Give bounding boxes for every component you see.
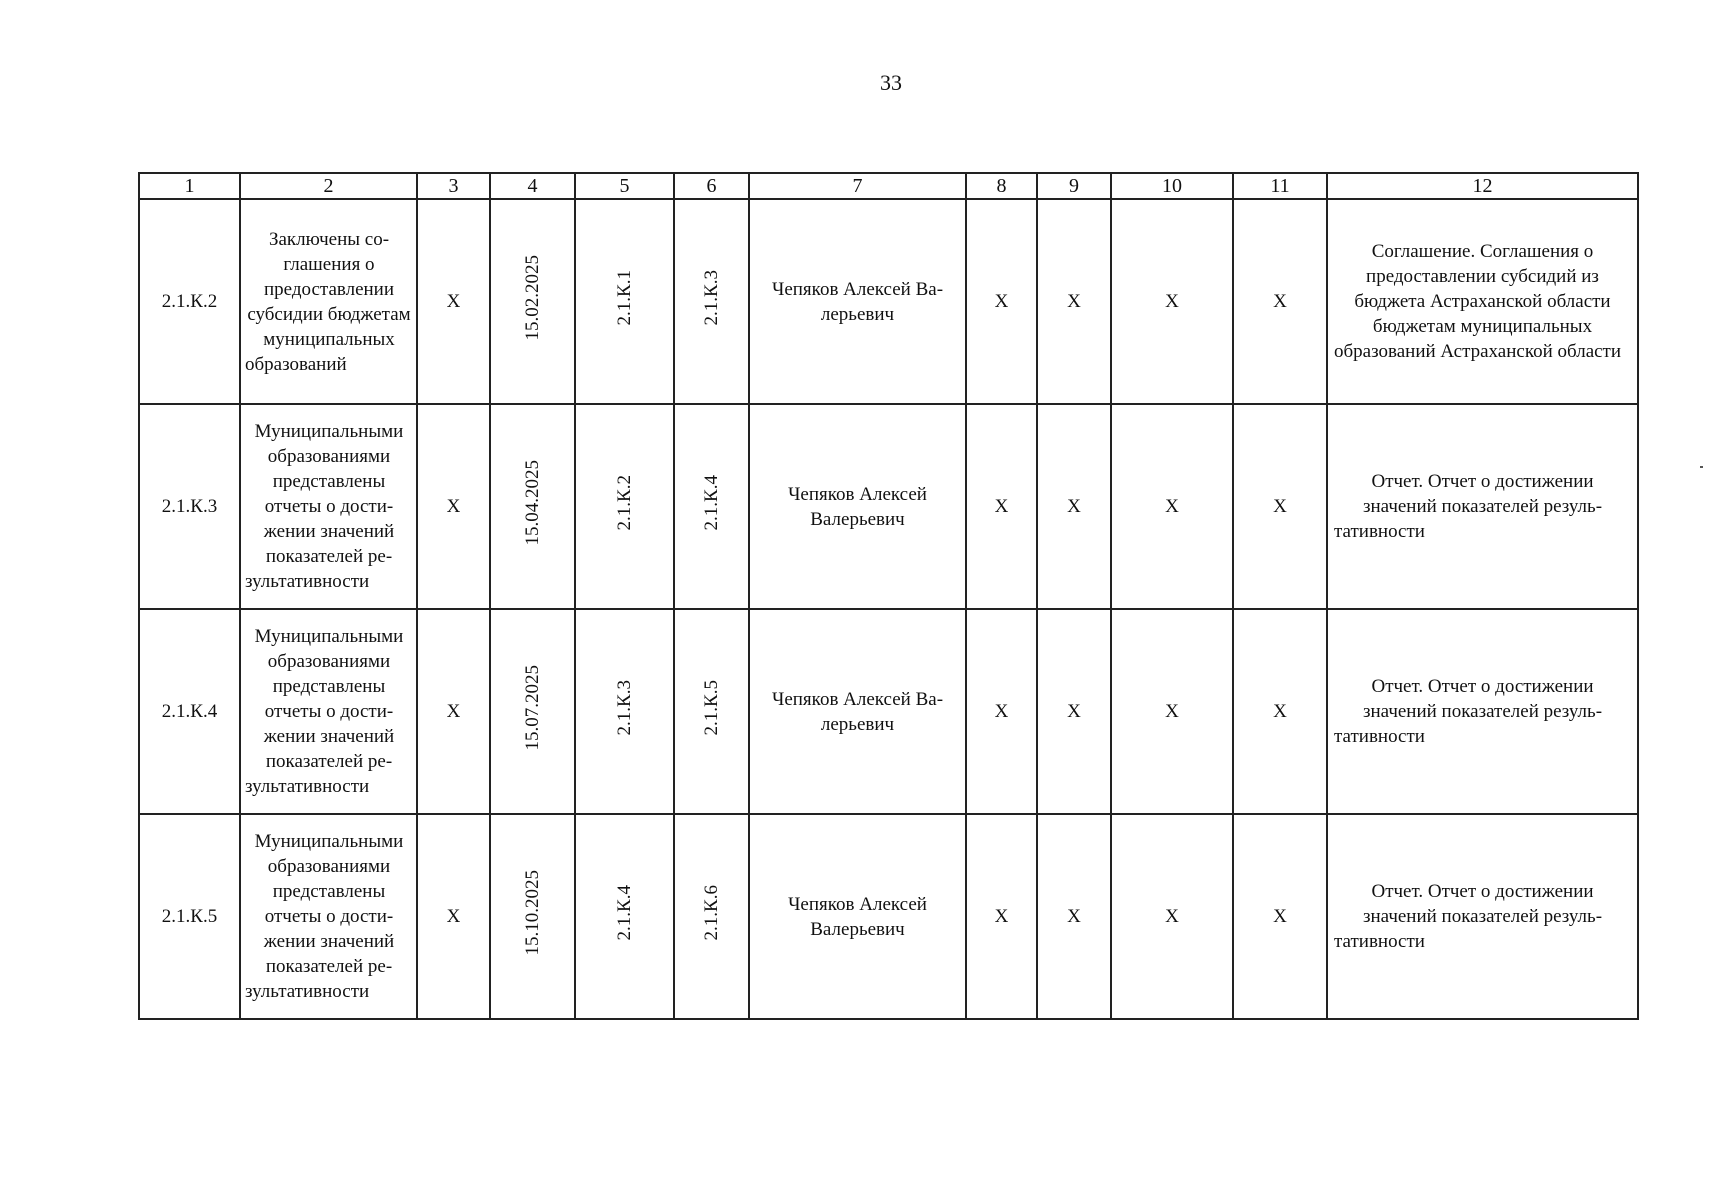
document-description: Отчет. Отчет о достижении значений показателей результативности [1327, 814, 1638, 1019]
responsible-person: Чепяков Алексей Валерьевич [749, 609, 966, 814]
scan-speck [1700, 466, 1703, 468]
next-point-text: 2.1.К.4 [701, 475, 722, 531]
mark-cell: X [1233, 404, 1327, 609]
mark-cell: X [417, 404, 490, 609]
date-text: 15.02.2025 [522, 255, 543, 341]
row-id: 2.1.К.2 [139, 199, 240, 404]
responsible-person: Чепяков Алексей Валерьевич [749, 814, 966, 1019]
column-header: 8 [966, 173, 1037, 199]
prev-point-text: 2.1.К.3 [614, 680, 635, 736]
mark-cell: X [1111, 814, 1233, 1019]
prev-point-cell [575, 609, 674, 814]
column-header: 11 [1233, 173, 1327, 199]
mark-cell: X [966, 404, 1037, 609]
date-cell [490, 814, 575, 1019]
event-description: Муниципальными образованиями представлены отчеты о достижении значений показателей результативности [240, 814, 417, 1019]
prev-point-cell [575, 199, 674, 404]
date-text: 15.10.2025 [522, 870, 543, 956]
page-number: 33 [880, 70, 902, 95]
mark-cell: X [417, 199, 490, 404]
mark-cell: X [966, 814, 1037, 1019]
header-row [139, 173, 1638, 199]
prev-point-cell [575, 814, 674, 1019]
mark-cell: X [1037, 609, 1111, 814]
mark-cell: X [1233, 814, 1327, 1019]
date-cell [490, 609, 575, 814]
event-description: Муниципальными образованиями представлены отчеты о достижении значений показателей результативности [240, 404, 417, 609]
document-description: Отчет. Отчет о достижении значений показателей результативности [1327, 404, 1638, 609]
event-description: Муниципальными образованиями представлены отчеты о достижении значений показателей результативности [240, 609, 417, 814]
date-text: 15.04.2025 [522, 460, 543, 546]
event-description: Заключены соглашения о предоставлении субсидии бюджетам муниципальных образований [240, 199, 417, 404]
table-row [139, 814, 1638, 1019]
mark-cell: X [1233, 609, 1327, 814]
prev-point-text: 2.1.К.4 [614, 885, 635, 941]
mark-cell: X [1111, 609, 1233, 814]
date-cell [490, 404, 575, 609]
mark-cell: X [1037, 199, 1111, 404]
column-header: 6 [674, 173, 749, 199]
column-header: 9 [1037, 173, 1111, 199]
table-row [139, 199, 1638, 404]
column-header: 2 [240, 173, 417, 199]
responsible-person: Чепяков Алексей Валерьевич [749, 404, 966, 609]
next-point-text: 2.1.К.5 [701, 680, 722, 736]
mark-cell: X [417, 814, 490, 1019]
column-header: 1 [139, 173, 240, 199]
date-text: 15.07.2025 [522, 665, 543, 751]
document-description: Отчет. Отчет о достижении значений показателей результативности [1327, 609, 1638, 814]
mark-cell: X [1233, 199, 1327, 404]
mark-cell: X [1111, 199, 1233, 404]
mark-cell: X [1037, 814, 1111, 1019]
table-row [139, 609, 1638, 814]
prev-point-text: 2.1.К.1 [614, 270, 635, 326]
prev-point-cell [575, 404, 674, 609]
mark-cell: X [417, 609, 490, 814]
next-point-cell [674, 814, 749, 1019]
column-header: 5 [575, 173, 674, 199]
control-points-table [138, 172, 1639, 1020]
next-point-text: 2.1.К.6 [701, 885, 722, 941]
column-header: 10 [1111, 173, 1233, 199]
next-point-cell [674, 609, 749, 814]
prev-point-text: 2.1.К.2 [614, 475, 635, 531]
row-id: 2.1.К.5 [139, 814, 240, 1019]
next-point-cell [674, 404, 749, 609]
row-id: 2.1.К.4 [139, 609, 240, 814]
next-point-text: 2.1.К.3 [701, 270, 722, 326]
table-row [139, 404, 1638, 609]
mark-cell: X [1037, 404, 1111, 609]
date-cell [490, 199, 575, 404]
mark-cell: X [1111, 404, 1233, 609]
next-point-cell [674, 199, 749, 404]
column-header: 7 [749, 173, 966, 199]
column-header: 12 [1327, 173, 1638, 199]
row-id: 2.1.К.3 [139, 404, 240, 609]
responsible-person: Чепяков Алексей Валерьевич [749, 199, 966, 404]
mark-cell: X [966, 609, 1037, 814]
mark-cell: X [966, 199, 1037, 404]
column-header: 4 [490, 173, 575, 199]
document-description: Соглашение. Соглашения о предоставлении субсидий из бюджета Астраханской области бюджетам муниципальных образований Астраханской области [1327, 199, 1638, 404]
column-header: 3 [417, 173, 490, 199]
